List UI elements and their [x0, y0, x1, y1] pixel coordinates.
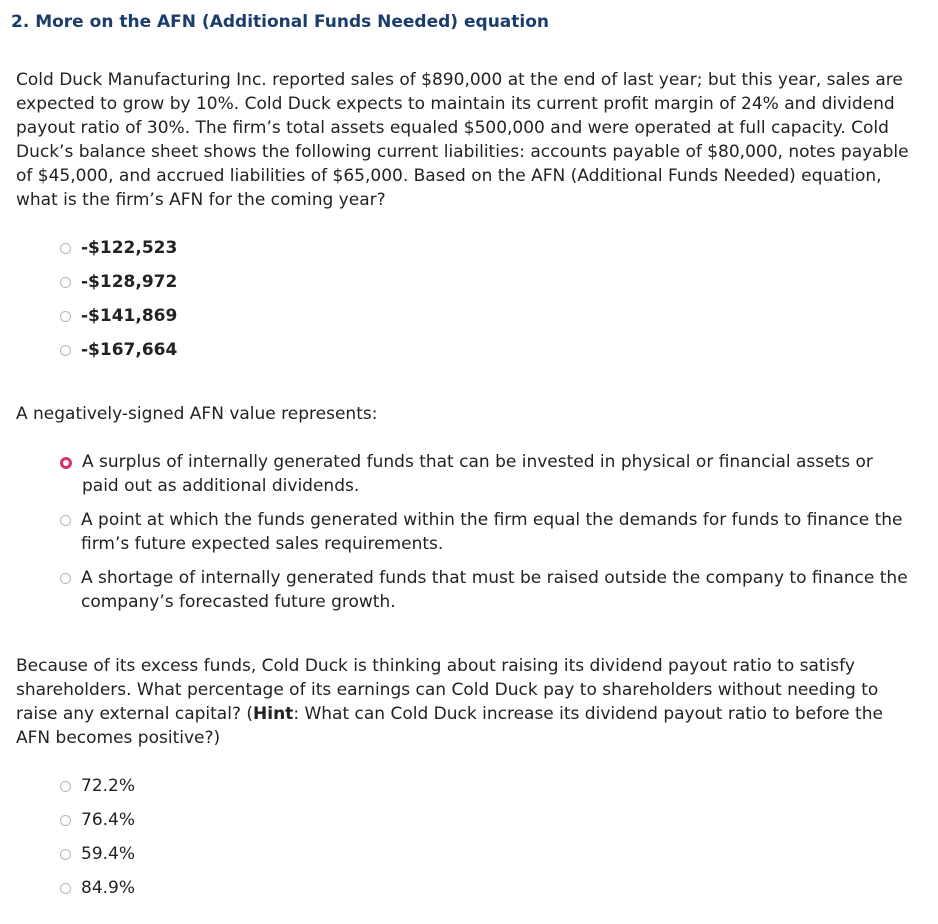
radio-selected-icon[interactable]: [60, 457, 72, 469]
radio-icon[interactable]: [60, 277, 71, 288]
radio-icon[interactable]: [60, 345, 71, 356]
q2-option-1-label: A surplus of internally generated funds that can be invested in physical or financial assets or paid out as additional dividends.: [82, 452, 873, 496]
q3-option-4[interactable]: [60, 876, 135, 900]
q1-option-3[interactable]: [60, 304, 177, 328]
q3-option-4-label: 84.9%: [81, 878, 136, 898]
q2-option-2[interactable]: [60, 508, 910, 556]
question-3-text-part-1: Because of its excess funds, Cold Duck is thinking about raising its dividend payout ratio to satisfy shareholders. What percentage of its earnings can Cold Duck pay to shareholders without needing to raise any external capital? (: [16, 656, 879, 724]
question-title: 2. More on the AFN (Additional Funds Needed) equation: [11, 12, 549, 32]
question-2-text: A negatively-signed AFN value represents:: [16, 404, 378, 424]
q3-option-3[interactable]: [60, 842, 135, 866]
q2-option-3[interactable]: [60, 566, 910, 614]
radio-icon[interactable]: [60, 849, 71, 860]
q2-option-3-label: A shortage of internally generated funds that must be raised outside the company to finance the company’s forecasted future growth.: [81, 568, 908, 612]
q1-option-2-label: -$128,972: [81, 272, 178, 292]
radio-icon[interactable]: [60, 781, 71, 792]
radio-icon[interactable]: [60, 515, 71, 526]
question-1-text: Cold Duck Manufacturing Inc. reported sales of $890,000 at the end of last year; but this year, sales are expected to grow by 10%. Cold Duck expects to maintain its current profit margin of 24% and dividend payout ratio of 30%. The firm’s total assets equaled $500,000 and were operated at full capacity. Cold Duck’s balance sheet shows the following current liabilities: accounts payable of $80,000, notes payable of $45,000, and accrued liabilities of $65,000. Based on the AFN (Additional Funds Needed) equation, what is the firm’s AFN for the coming year?: [16, 70, 909, 210]
q2-option-1[interactable]: [60, 450, 910, 498]
q1-option-2[interactable]: [60, 270, 177, 294]
radio-icon[interactable]: [60, 243, 71, 254]
q1-option-1[interactable]: [60, 236, 177, 260]
radio-icon[interactable]: [60, 815, 71, 826]
question-3-text: [16, 654, 922, 750]
radio-icon[interactable]: [60, 311, 71, 322]
hint-label: Hint: [253, 704, 294, 724]
q3-option-2[interactable]: [60, 808, 135, 832]
q3-option-2-label: 76.4%: [81, 810, 136, 830]
radio-icon[interactable]: [60, 573, 71, 584]
radio-icon[interactable]: [60, 883, 71, 894]
q1-option-4-label: -$167,664: [81, 340, 178, 360]
q3-option-3-label: 59.4%: [81, 844, 136, 864]
q1-option-3-label: -$141,869: [81, 306, 178, 326]
q2-option-2-label: A point at which the funds generated within the firm equal the demands for funds to finance the firm’s future expected sales requirements.: [81, 510, 903, 554]
q3-option-1-label: 72.2%: [81, 776, 136, 796]
q1-option-4[interactable]: [60, 338, 177, 362]
q1-option-1-label: -$122,523: [81, 238, 178, 258]
question-3-text-part-2: : What can Cold Duck increase its dividend payout ratio to before the AFN becomes positive?): [16, 704, 883, 748]
q3-option-1[interactable]: [60, 774, 135, 798]
